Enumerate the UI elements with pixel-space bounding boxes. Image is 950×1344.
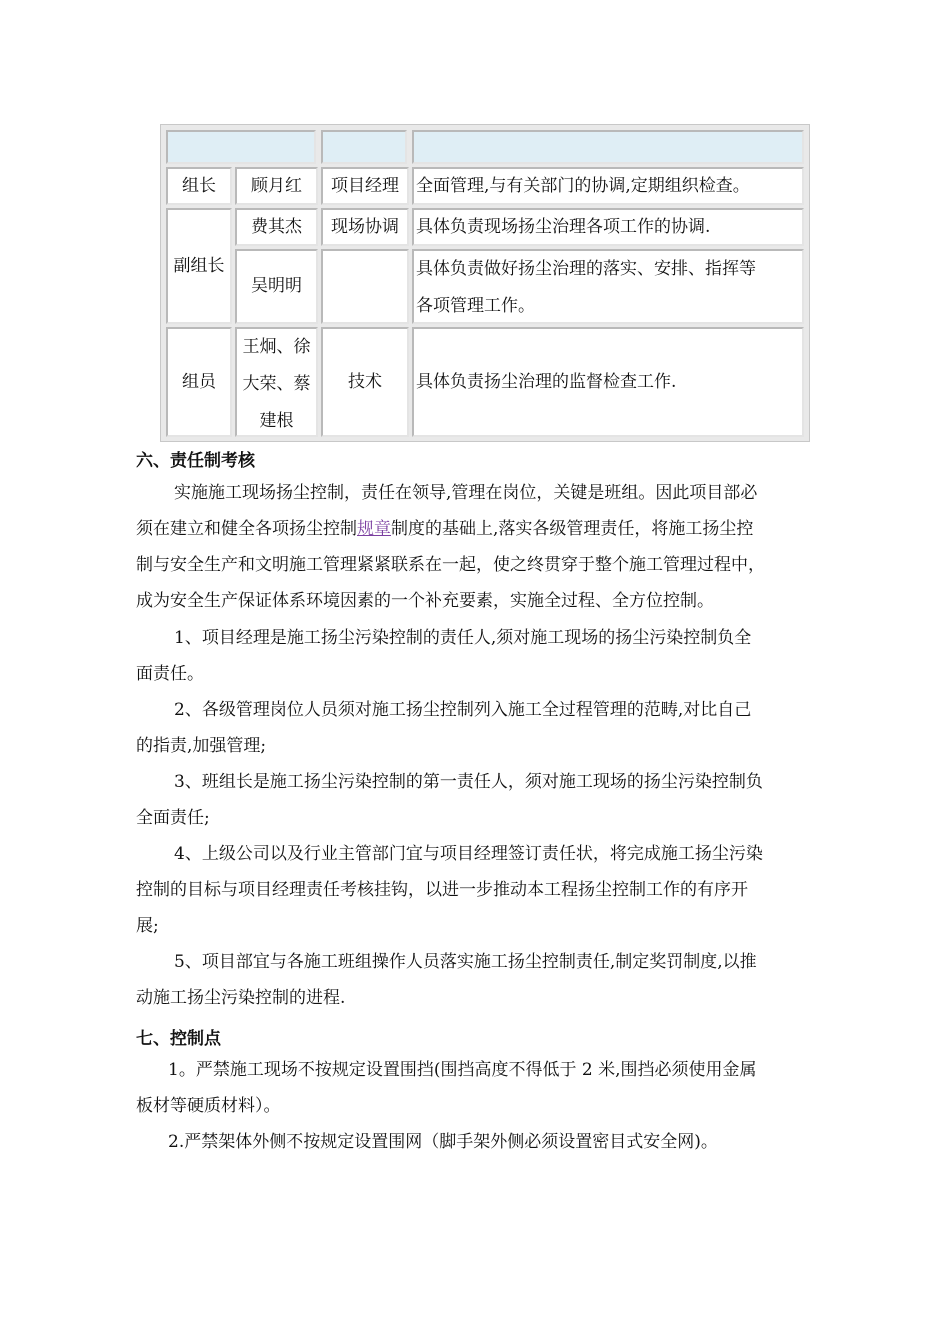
list-item	[136, 944, 836, 1016]
list-item	[136, 620, 836, 692]
table-cell-duty	[412, 249, 804, 324]
paragraph-line: 实施施工现场扬尘控制，责任在领导,管理在岗位，关键是班组。因此项目部必	[174, 483, 758, 503]
paragraph-line: 动施工扬尘污染控制的进程.	[136, 988, 346, 1008]
table-header-cell	[321, 130, 407, 164]
table-cell-name	[235, 327, 318, 437]
paragraph-line: 展;	[136, 916, 159, 936]
table-cell-duty: 全面管理,与有关部门的协调,定期组织检查。	[412, 167, 804, 205]
table-cell-role: 组长	[166, 167, 232, 205]
paragraph-line: 1。严禁施工现场不按规定设置围挡(围挡高度不得低于 2 米,围挡必须使用金属	[168, 1060, 757, 1080]
table-cell-name-line: 大荣、蔡	[242, 374, 311, 394]
table-cell-duty-line: 各项管理工作。	[416, 296, 535, 316]
table-cell-name: 顾月红	[235, 167, 318, 205]
table-cell-position: 项目经理	[321, 167, 409, 205]
list-item	[136, 764, 836, 836]
section-heading: 六、责任制考核	[136, 451, 255, 471]
table-cell-name: 吴明明	[235, 249, 318, 324]
regulation-link[interactable]: 规章	[357, 519, 391, 539]
paragraph-line: 控制的目标与项目经理责任考核挂钩，以进一步推动本工程扬尘控制工作的有序开	[136, 880, 748, 900]
table-cell-duty: 具体负责扬尘治理的监督检查工作.	[412, 327, 804, 437]
paragraph-text: 须在建立和健全各项扬尘控制	[136, 519, 357, 539]
paragraph-line: 2.严禁架体外侧不按规定设置围网（脚手架外侧必须设置密目式安全网)。	[168, 1132, 718, 1152]
paragraph-line: 制与安全生产和文明施工管理紧紧联系在一起，使之终贯穿于整个施工管理过程中，	[136, 555, 765, 575]
paragraph-text: 制度的基础上,落实各级管理责任，将施工扬尘控	[391, 519, 754, 539]
table-cell-name-line: 建根	[259, 411, 294, 431]
section-paragraph	[136, 475, 836, 619]
table-cell-role: 组员	[166, 327, 232, 437]
table-cell-position: 技术	[321, 327, 409, 437]
paragraph-line: 3、班组长是施工扬尘污染控制的第一责任人，须对施工现场的扬尘污染控制负	[174, 772, 763, 792]
paragraph-line: 板材等硬质材料）。	[136, 1096, 281, 1116]
table-header-cell	[166, 130, 316, 164]
list-item	[136, 836, 836, 944]
list-item	[136, 1052, 836, 1124]
table-cell-name: 费其杰	[235, 208, 318, 246]
table-cell-duty-line: 具体负责做好扬尘治理的落实、安排、指挥等	[416, 259, 756, 279]
paragraph-line: 的指责,加强管理;	[136, 736, 267, 756]
paragraph-line: 成为安全生产保证体系环境因素的一个补充要素，实施全过程、全方位控制。	[136, 591, 714, 611]
list-item	[136, 692, 836, 764]
table-cell-duty: 具体负责现场扬尘治理各项工作的协调.	[412, 208, 804, 246]
paragraph-line: 全面责任;	[136, 808, 210, 828]
paragraph-line: 5、项目部宜与各施工班组操作人员落实施工扬尘控制责任,制定奖罚制度,以推	[174, 952, 757, 972]
table-cell-position	[321, 249, 409, 324]
paragraph-line: 4、上级公司以及行业主管部门宜与项目经理签订责任状，将完成施工扬尘污染	[174, 844, 763, 864]
list-item	[136, 1124, 836, 1160]
table-cell-name-line: 王炯、徐	[242, 337, 311, 357]
paragraph-line	[136, 511, 836, 547]
section-heading: 七、控制点	[136, 1029, 221, 1049]
paragraph-line: 1、项目经理是施工扬尘污染控制的责任人,须对施工现场的扬尘污染控制负全	[174, 628, 752, 648]
table-cell-position: 现场协调	[321, 208, 409, 246]
table-cell-role: 副组长	[166, 208, 232, 324]
table-header-cell	[412, 130, 804, 164]
paragraph-line: 面责任。	[136, 664, 204, 684]
paragraph-line: 2、各级管理岗位人员须对施工扬尘控制列入施工全过程管理的范畴,对比自己	[174, 700, 752, 720]
responsibility-table	[160, 124, 810, 442]
